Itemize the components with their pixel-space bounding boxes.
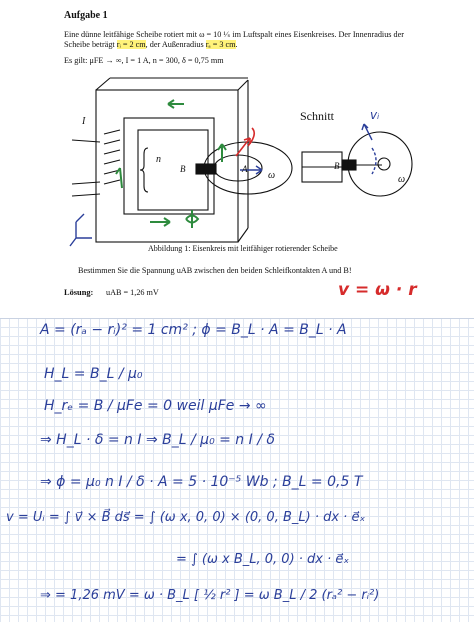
solution-label: Lösung:: [64, 288, 94, 297]
task-title: Aufgabe 1: [64, 10, 108, 21]
section-contact: [342, 160, 356, 170]
label-turns: n: [156, 154, 161, 165]
handwritten-velocity-formula: v = ω · r: [338, 280, 417, 300]
handwritten-line-7: = ∫ (ω x B_L, 0, 0) · dx · e⃗ₓ: [176, 552, 350, 567]
figure-caption: Abbildung 1: Eisenkreis mit leitfähiger rotierender Scheibe: [148, 244, 338, 253]
handwritten-line-6: v = Uᵢ = ∫ v⃗ × B⃗ ds⃗ = ∫ (ω x, 0, 0) × (0, 0, B_L) · dx · e⃗ₓ: [6, 510, 366, 525]
flux-arrow-bottom: [150, 218, 170, 226]
intro-line1-b: im Luftspalt eines Eisenkreises. Der Innenradius der: [230, 30, 404, 39]
coil-winding: [104, 130, 120, 184]
handwritten-line-5: ⇒ ϕ = μ₀ n I / δ · A = 5 · 10⁻⁵ Wb ; B_L = 0,5 T: [40, 474, 363, 490]
intro-line2-b: , der Außenradius: [145, 40, 206, 49]
section-disc: [348, 132, 412, 196]
label-current: I: [82, 116, 86, 127]
blue-coord-axes: [70, 214, 92, 246]
label-contact-b: B: [180, 164, 186, 174]
handwritten-line-3: H_rₑ = B / μFe = 0 weil μFe → ∞: [44, 398, 267, 414]
handwritten-line-4: ⇒ H_L · δ = n I ⇒ B_L / μ₀ = n I / δ: [40, 432, 275, 448]
label-contact-a: A: [242, 164, 248, 174]
intro-line1-a: Eine dünne leitfähige Scheibe rotiert mit: [64, 30, 200, 39]
air-gap-contact: [196, 164, 216, 174]
solution-value: uAB = 1,26 mV: [106, 288, 159, 297]
iron-circuit-figure: [0, 70, 474, 250]
flux-arrow-top: [168, 100, 184, 108]
task-question: Bestimmen Sie die Spannung uAB zwischen den beiden Schleifkontakten A und B!: [78, 266, 352, 275]
label-omega: ω: [268, 170, 276, 181]
task-text-line-2: [64, 40, 238, 49]
inner-radius-highlight: rᵢ = 2 cm: [116, 40, 146, 49]
section-hub: [378, 158, 390, 170]
flux-arrow-left: [116, 168, 122, 188]
intro-omega: ω = 10 ¹⁄ₛ: [199, 30, 231, 39]
handwritten-line-2: H_L = B_L / μ₀: [44, 366, 143, 382]
intro-line2-c: .: [235, 40, 238, 49]
outer-radius-highlight: rₐ = 3 cm: [205, 40, 236, 49]
task-text-line-1: [64, 29, 404, 39]
phi-symbol: [186, 210, 198, 228]
label-section-b: B: [334, 161, 340, 171]
given-values: Es gilt: μFE → ∞, I = 1 A, n = 300, δ = 0,75 mm: [64, 56, 224, 65]
handwritten-vi-label: vᵢ: [370, 108, 380, 122]
blue-section-vector: [362, 124, 372, 140]
label-schnitt: Schnitt: [300, 109, 335, 123]
coil-brace: [140, 148, 148, 192]
intro-line2-a: Scheibe beträgt: [64, 40, 117, 49]
handwritten-line-1: A = (rₐ − rᵢ)² = 1 cm² ; ϕ = B_L · A = B_L · A: [40, 322, 347, 338]
red-current-mark: [248, 128, 254, 146]
handwritten-line-8: ⇒ = 1,26 mV = ω · B_L [ ½ r² ] = ω B_L / 2 (rₐ² − rᵢ²): [40, 588, 380, 603]
label-section-omega: ω: [398, 174, 406, 185]
